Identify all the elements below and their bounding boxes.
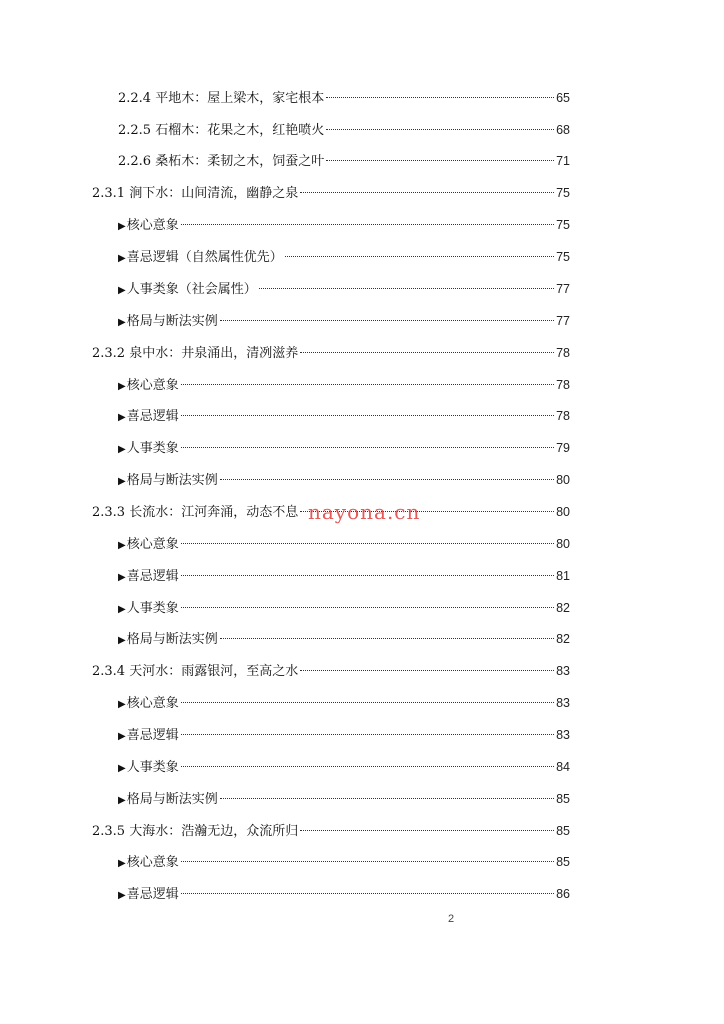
toc-subentry[interactable]: [118, 311, 570, 331]
toc-entry-page: 78: [556, 378, 570, 392]
toc-entry-label: 格局与断法实例: [126, 473, 218, 488]
toc-subentry[interactable]: [118, 534, 570, 554]
toc-entry[interactable]: [92, 821, 570, 841]
dot-leader: [181, 384, 554, 385]
toc-entry-label: 格局与断法实例: [126, 314, 218, 329]
toc-entry-label: 格局与断法实例: [126, 792, 218, 807]
toc-entry-label: 核心意象: [126, 218, 179, 233]
toc-entry-label: 喜忌逻辑: [126, 728, 179, 743]
toc-subentry[interactable]: [118, 406, 570, 426]
dot-leader: [181, 861, 554, 862]
triangle-bullet-icon: ▶: [118, 476, 126, 487]
toc-entry-page: 85: [556, 855, 570, 869]
toc-entry-page: 80: [556, 505, 570, 519]
toc-subentry[interactable]: [118, 725, 570, 745]
dot-leader: [300, 830, 554, 831]
toc-entry-page: 68: [556, 123, 570, 137]
toc-subentry[interactable]: [118, 566, 570, 586]
toc-subentry[interactable]: [118, 247, 570, 267]
toc-entry-label: 2.2.4 平地木：屋上梁木，家宅根本: [118, 91, 325, 106]
toc-entry-page: 80: [556, 473, 570, 487]
toc-entry-page: 86: [556, 887, 570, 901]
triangle-bullet-icon: ▶: [118, 221, 126, 232]
dot-leader: [326, 160, 554, 161]
triangle-bullet-icon: ▶: [118, 412, 126, 423]
toc-entry-label: 2.3.2 泉中水：井泉涌出，清冽滋养: [92, 346, 299, 361]
toc-entry-page: 71: [556, 154, 570, 168]
dot-leader: [181, 607, 554, 608]
toc-entry-page: 85: [556, 792, 570, 806]
triangle-bullet-icon: ▶: [118, 444, 126, 455]
toc-entry[interactable]: [92, 661, 570, 681]
triangle-bullet-icon: ▶: [118, 253, 126, 264]
toc-entry-label: 人事类象: [126, 760, 179, 775]
triangle-bullet-icon: ▶: [118, 285, 126, 296]
dot-leader: [285, 256, 554, 257]
toc-entry-page: 65: [556, 91, 570, 105]
dot-leader: [326, 129, 554, 130]
toc-entry-page: 82: [556, 601, 570, 615]
toc-entry-label: 格局与断法实例: [126, 632, 218, 647]
toc-entry-page: 85: [556, 824, 570, 838]
dot-leader: [181, 766, 554, 767]
triangle-bullet-icon: ▶: [118, 699, 126, 710]
toc-entry-label: 人事类象: [126, 441, 179, 456]
dot-leader: [220, 320, 554, 321]
toc-entry-label: 喜忌逻辑: [126, 569, 179, 584]
toc-entry-page: 80: [556, 537, 570, 551]
triangle-bullet-icon: ▶: [118, 763, 126, 774]
dot-leader: [326, 97, 554, 98]
dot-leader: [181, 734, 554, 735]
toc-entry-page: 75: [556, 186, 570, 200]
toc-entry-label: 核心意象: [126, 855, 179, 870]
toc-entry-page: 83: [556, 696, 570, 710]
toc-entry-page: 77: [556, 282, 570, 296]
dot-leader: [181, 543, 554, 544]
toc-entry-page: 83: [556, 728, 570, 742]
toc-subentry[interactable]: [118, 598, 570, 618]
toc-entry-label: 核心意象: [126, 696, 179, 711]
toc-entry-label: 2.2.6 桑柘木：柔韧之木，饲蚕之叶: [118, 154, 325, 169]
dot-leader: [181, 575, 554, 576]
triangle-bullet-icon: ▶: [118, 635, 126, 646]
toc-entry-page: 78: [556, 346, 570, 360]
toc-entry-page: 79: [556, 441, 570, 455]
toc-entry[interactable]: [118, 88, 570, 108]
dot-leader: [220, 479, 554, 480]
toc-entry-label: 核心意象: [126, 378, 179, 393]
toc-entry-label: 人事类象（社会属性）: [126, 282, 257, 297]
dot-leader: [181, 702, 554, 703]
toc-entry-page: 77: [556, 314, 570, 328]
triangle-bullet-icon: ▶: [118, 540, 126, 551]
toc-entry-page: 75: [556, 250, 570, 264]
dot-leader: [259, 288, 554, 289]
dot-leader: [181, 893, 554, 894]
toc-entry[interactable]: [92, 183, 570, 203]
dot-leader: [300, 670, 554, 671]
toc-subentry[interactable]: [118, 629, 570, 649]
dot-leader: [181, 447, 554, 448]
triangle-bullet-icon: ▶: [118, 604, 126, 615]
toc-subentry[interactable]: [118, 279, 570, 299]
toc-subentry[interactable]: [118, 852, 570, 872]
toc-entry-page: 83: [556, 664, 570, 678]
triangle-bullet-icon: ▶: [118, 572, 126, 583]
dot-leader: [181, 415, 554, 416]
toc-entry-page: 81: [556, 569, 570, 583]
toc-entry-label: 喜忌逻辑: [126, 887, 179, 902]
toc-subentry[interactable]: [118, 789, 570, 809]
toc-subentry[interactable]: [118, 470, 570, 490]
triangle-bullet-icon: ▶: [118, 381, 126, 392]
toc-entry-label: 人事类象: [126, 601, 179, 616]
toc-entry-label: 2.3.5 大海水：浩瀚无边，众流所归: [92, 824, 299, 839]
watermark: nayona.cn: [308, 500, 421, 524]
triangle-bullet-icon: ▶: [118, 731, 126, 742]
triangle-bullet-icon: ▶: [118, 317, 126, 328]
toc-entry-label: 2.2.5 石榴木：花果之木，红艳喷火: [118, 123, 325, 138]
triangle-bullet-icon: ▶: [118, 890, 126, 901]
toc-subentry[interactable]: [118, 215, 570, 235]
toc-entry-page: 82: [556, 632, 570, 646]
toc-entry[interactable]: [118, 151, 570, 171]
toc-entry-label: 2.3.3 长流水：江河奔涌，动态不息: [92, 505, 299, 520]
triangle-bullet-icon: ▶: [118, 795, 126, 806]
toc-entry-label: 喜忌逻辑（自然属性优先）: [126, 250, 283, 265]
toc-entry-label: 喜忌逻辑: [126, 409, 179, 424]
dot-leader: [300, 192, 554, 193]
toc-subentry[interactable]: [118, 884, 570, 904]
toc-subentry[interactable]: [118, 438, 570, 458]
toc-subentry[interactable]: [118, 375, 570, 395]
toc-entry-page: 75: [556, 218, 570, 232]
dot-leader: [181, 224, 554, 225]
toc-entry-label: 2.3.1 涧下水：山间清流，幽静之泉: [92, 186, 299, 201]
toc-entry-label: 2.3.4 天河水：雨露银河，至高之水: [92, 664, 299, 679]
dot-leader: [220, 798, 554, 799]
triangle-bullet-icon: ▶: [118, 858, 126, 869]
toc-entry[interactable]: [92, 343, 570, 363]
toc-entry[interactable]: [118, 120, 570, 140]
toc-entry-page: 84: [556, 760, 570, 774]
toc-subentry[interactable]: [118, 757, 570, 777]
toc-entry-label: 核心意象: [126, 537, 179, 552]
page-number: 2: [448, 913, 455, 925]
dot-leader: [220, 638, 554, 639]
dot-leader: [300, 352, 554, 353]
toc-subentry[interactable]: [118, 693, 570, 713]
toc-entry-page: 78: [556, 409, 570, 423]
